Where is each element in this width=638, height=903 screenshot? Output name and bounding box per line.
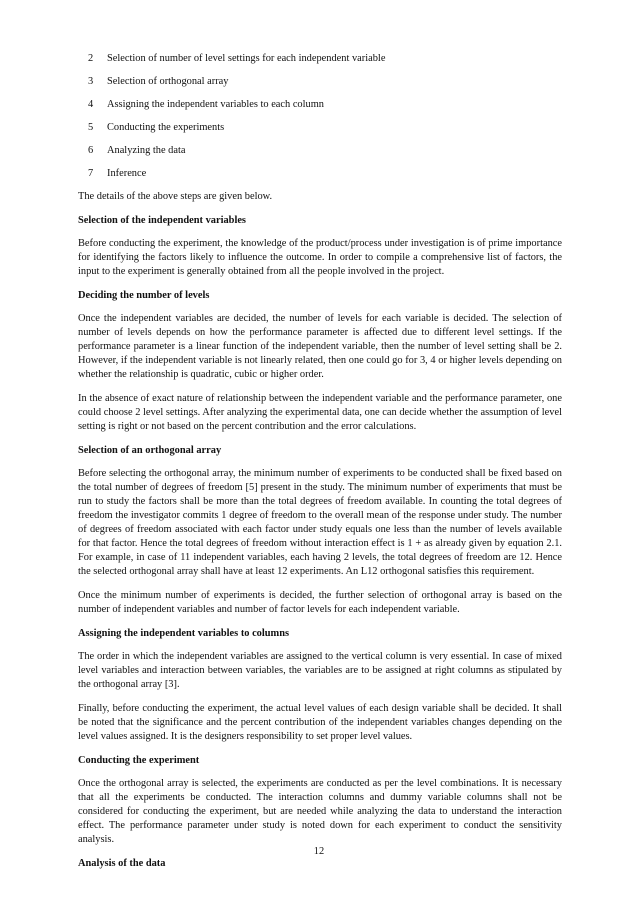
step-text: Assigning the independent variables to each column	[107, 99, 324, 110]
step-number: 2	[88, 53, 94, 64]
paragraph: Before conducting the experiment, the knowledge of the product/process under investigation is of prime importance for identifying the factors likely to influence the outcome. In order to compile a comprehensive list of factors, the input to the experiment is generally obtained from all the people involved in the project.	[78, 238, 562, 277]
section-heading: Analysis of the data	[78, 858, 166, 869]
section-heading: Selection of an orthogonal array	[78, 445, 222, 456]
paragraph: The order in which the independent variables are assigned to the vertical column is very essential. In case of mixed level variables and interaction between variables, the variables are to be assigned at right columns as stipulated by the orthogonal array [3].	[78, 651, 562, 690]
section-heading: Selection of the independent variables	[78, 215, 246, 226]
steps-list	[78, 52, 562, 190]
paragraph: Before selecting the orthogonal array, the minimum number of experiments to be conducted shall be fixed based on the total number of degrees of freedom [5] present in the study. The minimum number of experiments that must be run to study the factors shall be more than the total degrees of freedom available. In counting the total degrees of freedom the investigator commits 1 degree of freedom to the overall mean of the response under study. The number of degrees of freedom associated with each factor under study equals one less than the number of levels available for that factor. Hence the total degrees of freedom without interaction effect is 1 + as already given by equation 2.1. For example, in case of 11 independent variables, each having 2 levels, the total degrees of freedom are 12. Hence the selected orthogonal array shall have at least 12 experiments. An L12 orthogonal satisfies this requirement.	[78, 468, 562, 577]
list-item	[78, 52, 562, 75]
list-item	[78, 75, 562, 98]
step-text: Analyzing the data	[107, 145, 186, 156]
paragraph: In the absence of exact nature of relationship between the independent variable and the performance parameter, one could choose 2 level settings. After analyzing the experimental data, one can decide whether the assumption of level setting is right or not based on the percent contribution and the error calculations.	[78, 393, 562, 432]
step-number: 3	[88, 76, 94, 87]
list-item	[78, 144, 562, 167]
step-number: 7	[88, 168, 94, 179]
paragraph: Once the orthogonal array is selected, the experiments are conducted as per the level combinations. It is necessary that all the experiments be conducted. The interaction columns and dummy variable columns shall not be considered for conducting the experiment, but are needed while analyzing the data to understand the interaction effect. The performance parameter under study is noted down for each experiment to conduct the sensitivity analysis.	[78, 778, 562, 845]
step-number: 4	[88, 99, 94, 110]
step-text: Selection of number of level settings for each independent variable	[107, 53, 386, 64]
intro-paragraph: The details of the above steps are given below.	[78, 191, 273, 202]
paragraph: Once the independent variables are decided, the number of levels for each variable is decided. The selection of number of levels depends on how the performance parameter is affected due to different level settings. If the performance parameter is a linear function of the independent variable, then the number of level setting shall be 2. However, if the independent variable is not linearly related, then one could go for 3, 4 or higher levels depending on whether the relationship is quadratic, cubic or higher order.	[78, 313, 562, 380]
list-item	[78, 121, 562, 144]
document-page	[78, 52, 562, 880]
step-text: Selection of orthogonal array	[107, 76, 229, 87]
list-item	[78, 167, 562, 190]
step-text: Inference	[107, 168, 147, 179]
section-heading: Deciding the number of levels	[78, 290, 210, 301]
section-heading: Assigning the independent variables to columns	[78, 628, 290, 639]
step-text: Conducting the experiments	[107, 122, 225, 133]
paragraph: Once the minimum number of experiments is decided, the further selection of orthogonal array is based on the number of independent variables and number of factor levels for each independent variable.	[78, 590, 562, 615]
page-number: 12	[313, 846, 325, 857]
section-heading: Conducting the experiment	[78, 755, 200, 766]
step-number: 6	[88, 145, 94, 156]
step-number: 5	[88, 122, 94, 133]
list-item	[78, 98, 562, 121]
paragraph: Finally, before conducting the experiment, the actual level values of each design variable shall be decided. It shall be noted that the significance and the percent contribution of the independent variables changes depending on the level values assigned. It is the designers responsibility to set proper level values.	[78, 703, 562, 742]
